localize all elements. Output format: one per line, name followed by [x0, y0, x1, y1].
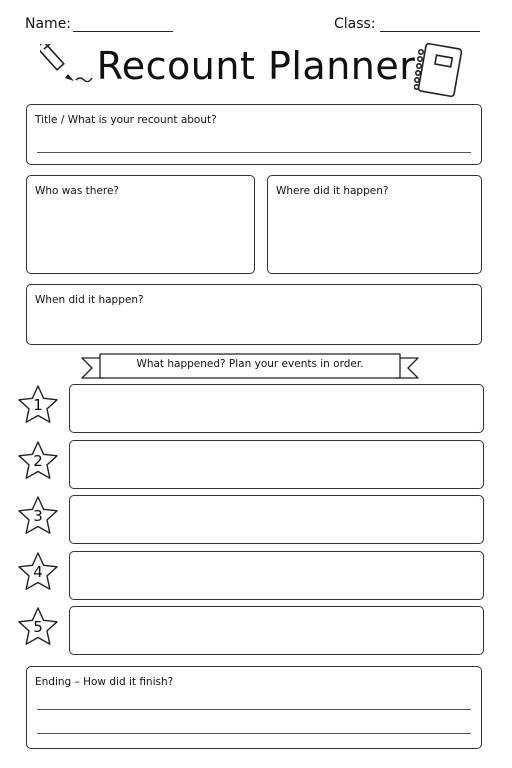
title-writing-line — [37, 152, 471, 153]
star-icon — [16, 604, 60, 648]
event-box[interactable] — [69, 551, 484, 600]
banner — [100, 352, 400, 376]
when-box[interactable] — [26, 284, 482, 345]
title-box-label: Title / What is your recount about? — [35, 114, 217, 126]
who-box[interactable] — [26, 175, 255, 274]
event-box[interactable] — [69, 606, 484, 655]
name-label: Name: — [25, 16, 72, 32]
event-number: 3 — [33, 507, 43, 525]
title-box[interactable] — [26, 104, 482, 165]
star-icon — [16, 549, 60, 593]
star-icon — [16, 493, 60, 537]
event-number: 1 — [33, 396, 43, 414]
where-box[interactable] — [267, 175, 482, 274]
event-box[interactable] — [69, 440, 484, 489]
when-box-label: When did it happen? — [35, 294, 144, 306]
name-field[interactable] — [73, 31, 173, 32]
event-number: 2 — [33, 451, 43, 470]
notebook-icon — [414, 42, 466, 100]
event-number: 4 — [33, 562, 43, 581]
class-label: Class: — [334, 16, 376, 32]
star-icon — [16, 382, 60, 426]
ending-box[interactable] — [26, 666, 482, 749]
class-field[interactable] — [380, 31, 480, 32]
who-box-label: Who was there? — [35, 185, 119, 197]
ending-writing-line — [37, 733, 471, 734]
where-box-label: Where did it happen? — [276, 185, 389, 197]
event-box[interactable] — [69, 495, 484, 544]
banner-text: What happened? Plan your events in order. — [136, 358, 364, 370]
star-icon — [16, 438, 60, 482]
ending-writing-line — [37, 709, 471, 710]
event-number: 5 — [33, 618, 43, 636]
event-box[interactable] — [69, 384, 484, 433]
page-title: Recount Planner — [96, 44, 416, 88]
ending-box-label: Ending – How did it finish? — [35, 676, 174, 688]
